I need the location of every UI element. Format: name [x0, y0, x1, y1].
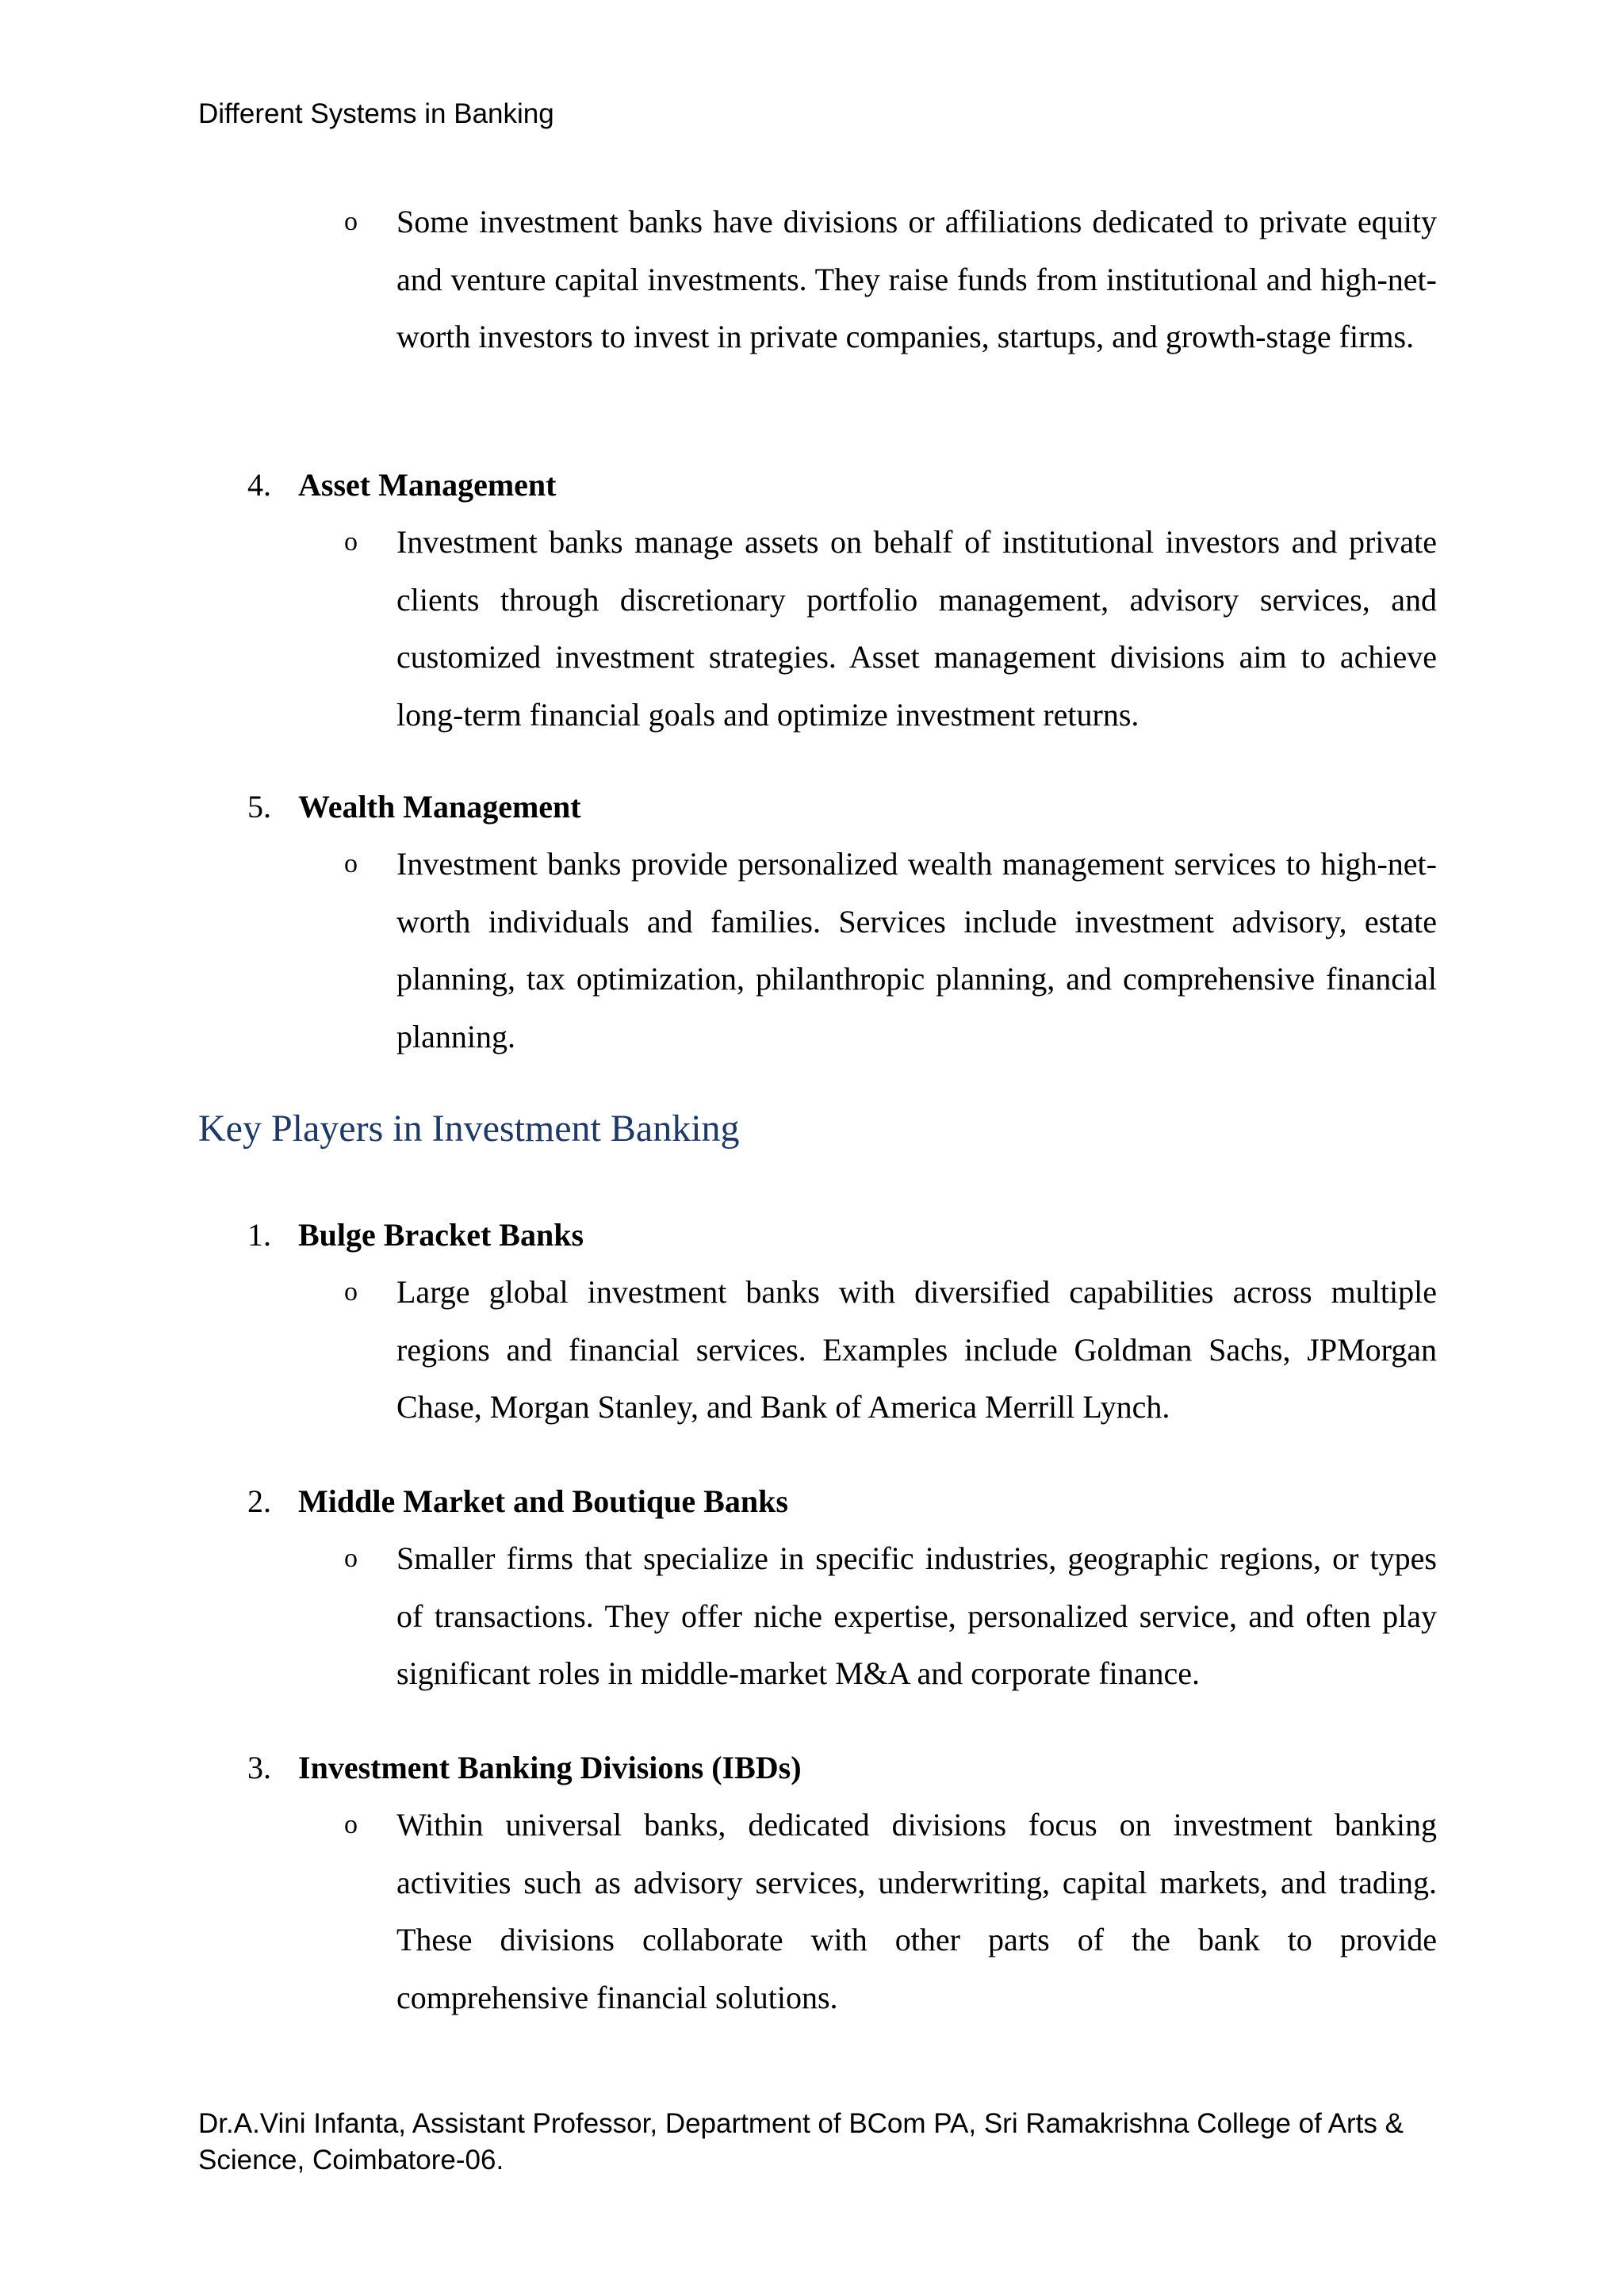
bullet-circle-icon: o — [344, 527, 358, 557]
page-footer: Dr.A.Vini Infanta, Assistant Professor, Department of BCom PA, Sri Ramakrishna College of Arts & Science, Coimbatore-06. — [198, 2108, 1404, 2175]
bullet-circle-icon: o — [344, 1544, 358, 1573]
list-item-bullet — [344, 1264, 1437, 1437]
list-item-bullet — [344, 1797, 1437, 2026]
list-item-bullet — [344, 514, 1437, 744]
page-header: Different Systems in Banking — [198, 98, 554, 129]
list-number: 3. — [247, 1750, 271, 1785]
list-item-bullet — [344, 836, 1437, 1066]
list-item-title: Investment Banking Divisions (IBDs) — [298, 1750, 802, 1785]
list-item-bullet — [344, 193, 1437, 366]
bullet-circle-icon: o — [344, 849, 358, 878]
list-item-title: Middle Market and Boutique Banks — [298, 1483, 788, 1519]
list-number: 2. — [247, 1483, 271, 1519]
section-heading: Key Players in Investment Banking — [198, 1108, 740, 1150]
list-item-bullet — [344, 1530, 1437, 1703]
list-item-title: Asset Management — [298, 467, 557, 503]
bullet-circle-icon: o — [344, 1810, 358, 1839]
list-number: 4. — [247, 467, 271, 503]
bullet-text: Smaller firms that specialize in specific industries, geographic regions, or types of transactions. They offer niche expertise, personalized service, and often play significant roles in middle-market M&A and corporate finance. — [396, 1540, 1437, 1691]
bullet-circle-icon: o — [344, 207, 358, 236]
list-number: 5. — [247, 789, 271, 825]
list-item-title: Bulge Bracket Banks — [298, 1217, 584, 1253]
bullet-text: Some investment banks have divisions or affiliations dedicated to private equity and venture capital investments. They raise funds from institutional and high-net-worth investors to invest in private companies, startups, and growth-stage firms. — [396, 204, 1437, 354]
list-number: 1. — [247, 1217, 271, 1253]
list-item-title: Wealth Management — [298, 789, 581, 825]
bullet-circle-icon: o — [344, 1277, 358, 1307]
bullet-text: Investment banks provide personalized wealth management services to high-net-worth individuals and families. Services include investment advisory, estate planning, tax optimization, philanthropic planning, and comprehensive financial planning. — [396, 846, 1437, 1054]
bullet-text: Large global investment banks with diversified capabilities across multiple regions and financial services. Examples include Goldman Sachs, JPMorgan Chase, Morgan Stanley, and Bank of America Merrill Lynch. — [396, 1274, 1437, 1425]
bullet-text: Within universal banks, dedicated divisions focus on investment banking activities such as advisory services, underwriting, capital markets, and trading. These divisions collaborate with other parts of the bank to provide comprehensive financial solutions. — [396, 1807, 1437, 2015]
bullet-text: Investment banks manage assets on behalf of institutional investors and private clients through discretionary portfolio management, advisory services, and customized investment strategies. Asset management divisions aim to achieve long-term financial goals and optimize investment returns. — [396, 524, 1437, 733]
